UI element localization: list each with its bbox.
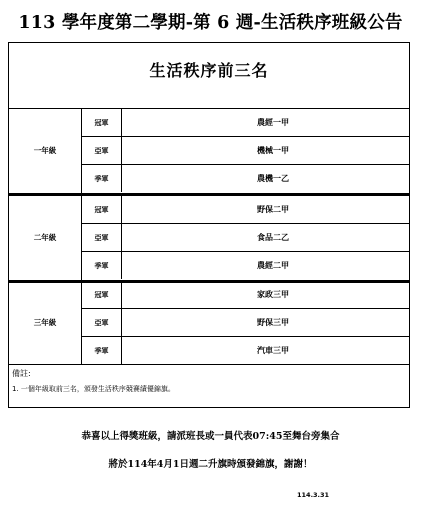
class-name: 機械一甲 <box>257 145 289 155</box>
class-name: 食品二乙 <box>257 232 289 242</box>
rank-label: 季軍 <box>82 337 122 364</box>
class-name: 農經一甲 <box>257 117 289 127</box>
rank-label: 亞軍 <box>82 224 122 251</box>
table-row <box>82 137 409 165</box>
table-row <box>82 337 409 365</box>
page-title: 113 學年度第二學期-第 6 週-生活秩序班級公告 <box>18 13 403 33</box>
grade-label: 二年級 <box>9 196 82 280</box>
class-name: 汽車三甲 <box>257 345 289 355</box>
announcement-date: 114.3.31 <box>297 491 330 499</box>
table-row <box>82 196 409 224</box>
grade-label: 三年級 <box>9 281 82 365</box>
class-name: 農機一乙 <box>257 173 289 183</box>
grade-block-3 <box>9 281 409 365</box>
class-name: 家政三甲 <box>257 289 289 299</box>
grade-label: 一年級 <box>9 109 82 193</box>
table-row <box>82 224 409 252</box>
rank-label: 冠軍 <box>82 109 122 136</box>
notes-title: 備註: <box>12 369 31 378</box>
table-row <box>82 165 409 193</box>
congrats-text: 恭喜以上得獎班級，請派班長或一員代表07:45至舞台旁集合 <box>81 431 340 442</box>
award-text: 將於114年4月1日週二升旗時頒發錦旗，謝謝！ <box>108 459 313 470</box>
rank-label: 亞軍 <box>82 137 122 164</box>
rank-label: 季軍 <box>82 165 122 192</box>
table-row <box>82 252 409 280</box>
table-row <box>82 281 409 309</box>
notes-section <box>9 364 409 407</box>
ranking-table <box>8 42 410 408</box>
rank-label: 冠軍 <box>82 281 122 308</box>
class-name: 野保三甲 <box>257 317 289 327</box>
grade-block-2 <box>9 196 409 283</box>
table-row <box>82 309 409 337</box>
class-name: 農經二甲 <box>257 260 289 270</box>
grade-block-1 <box>9 109 409 196</box>
rank-label: 季軍 <box>82 252 122 279</box>
table-row <box>82 109 409 137</box>
notes-item: 1. 一個年級取前三名，頒發生活秩序競賽績優錦旗。 <box>12 385 175 393</box>
class-name: 野保二甲 <box>257 204 289 214</box>
rank-label: 亞軍 <box>82 309 122 336</box>
rank-label: 冠軍 <box>82 196 122 223</box>
table-heading: 生活秩序前三名 <box>9 43 409 109</box>
